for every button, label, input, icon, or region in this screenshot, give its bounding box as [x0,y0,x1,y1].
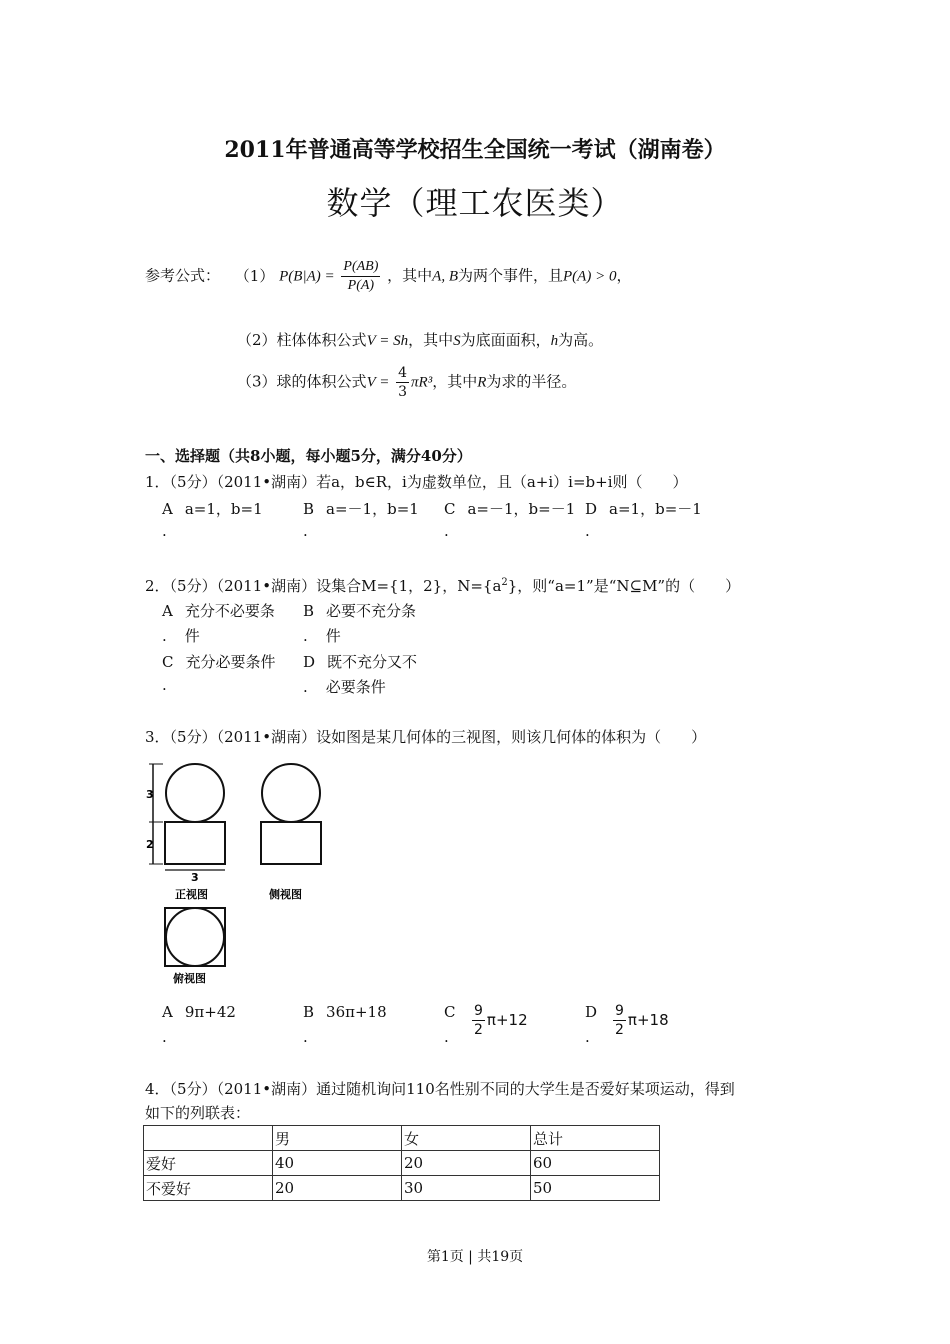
option-letter: D [303,653,316,671]
q3-option-d-expr [611,1002,669,1039]
side-view-circle [262,764,320,822]
option-text-line2: 件 [325,627,341,645]
option-letter: D [585,1003,598,1021]
option-letter: C [444,500,456,518]
table-cell: 40 [273,1151,402,1176]
exam-subtitle: 数学（理工农医类） [326,184,624,222]
q3-option-c-expr [470,1002,528,1039]
option-dot: . [585,522,590,540]
table-cell: 女 [402,1126,531,1151]
formula-1-numerator: P(AB) [341,258,380,277]
option-dot: . [162,522,167,540]
q3-option-a[interactable] [162,1003,236,1021]
q2-option-c[interactable] [162,651,276,672]
option-dot: . [444,1028,449,1046]
formula-1-mid: ，其中 [387,266,433,285]
option-fraction [613,1002,626,1039]
option-letter: C [444,1003,456,1021]
formula-label: 参考公式： [145,266,221,285]
formula-2-end: 为高。 [558,331,604,349]
option-dot: . [162,676,167,694]
formula-3-lhs: V = [366,374,390,391]
option-text: 36π+18 [326,1003,387,1021]
table-cell: 爱好 [144,1151,273,1176]
dim-label-top: 3 [146,788,154,801]
formula-2-number: （2） [237,331,277,349]
option-text: a=－1，b=1 [326,500,419,518]
q2-option-d[interactable] [303,651,417,672]
q2-stem-superscript: 2 [501,577,508,588]
formula-2-pre: 柱体体积公式 [276,331,367,349]
formula-1-vars: A, B [432,268,458,285]
formula-3-pre: 球的体积公式 [276,372,367,391]
q1-option-c[interactable] [444,498,575,519]
table-cell: 男 [273,1126,402,1151]
option-fraction [472,1002,485,1039]
table-cell: 不爱好 [144,1176,273,1201]
formula-3 [237,364,576,401]
table-cell [144,1126,273,1151]
formula-2 [237,329,603,350]
formula-3-number: （3） [237,372,277,391]
q2-option-b[interactable] [303,600,416,621]
option-text-line1: 充分不必要条 [184,602,275,620]
formula-3-var: R [477,374,487,391]
formula-1-condition: P(A) > 0 [563,268,617,285]
q1-option-a[interactable] [162,498,263,519]
table-cell: 20 [273,1176,402,1201]
top-view-circle [166,908,224,966]
formula-3-mid: ，其中 [432,372,478,391]
contingency-table [143,1125,660,1201]
q2-option-b-line2: . 件 [303,627,341,645]
fraction-numerator: 9 [474,1003,483,1019]
option-letter: D [585,500,598,518]
table-cell: 60 [531,1151,660,1176]
option-text-line1: 充分必要条件 [185,653,276,671]
section-heading: 一、选择题（共8小题，每小题5分，满分40分） [145,447,472,465]
table-header-row [144,1126,660,1151]
q2-option-a-line2: . 件 [162,627,200,645]
question-4-stem-line2: 如下的列联表： [145,1104,251,1122]
dim-label-mid: 2 [146,838,154,851]
option-text: a=－1，b=－1 [467,500,576,518]
table-cell: 20 [402,1151,531,1176]
option-dot: . [303,1028,308,1046]
option-text: a=1，b=1 [184,500,263,518]
fraction-denominator: 2 [474,1022,483,1038]
front-view-circle [166,764,224,822]
option-text: 9π+42 [184,1003,236,1021]
front-view-label: 正视图 [175,888,208,901]
formula-3-end: 为求的半径。 [486,372,577,391]
q2-option-d-line2: . 必要条件 [303,678,386,696]
formula-3-numerator: 4 [398,365,408,381]
formula-1-lhs: P(B|A) = [279,268,335,285]
table-row [144,1176,660,1201]
fraction-denominator: 2 [615,1022,624,1038]
formula-2-mid2: 为底面面积， [460,331,551,349]
formula-3-denominator: 3 [398,384,408,400]
option-dot: . [585,1028,590,1046]
q2-stem-post: }，则“a=1”是“N⊆M”的（ ） [507,577,741,595]
formula-2-var2: h [550,333,559,349]
formula-3-fraction [396,364,409,401]
formula-1 [145,258,631,295]
option-text-line1: 既不充分又不 [327,653,418,671]
option-text-line1: 必要不充分条 [326,602,417,620]
q1-option-b[interactable] [303,498,419,519]
q3-option-c[interactable] [444,1003,455,1021]
option-letter: B [303,602,315,620]
formula-1-tail: 为两个事件，且 [458,266,564,285]
top-view-label: 俯视图 [173,972,206,985]
three-view-figure [143,758,343,988]
table-row [144,1151,660,1176]
option-letter: A [162,602,173,620]
option-text-line2: 件 [184,627,200,645]
question-4-stem-line1: 4．（5分）（2011•湖南）通过随机询问110名性别不同的大学生是否爱好某项运动，得到 [145,1080,735,1098]
side-view-label: 侧视图 [269,888,302,901]
q2-option-a[interactable] [162,600,275,621]
question-1-stem: 1．（5分）（2011•湖南）若a，b∈R，i为虚数单位，且（a+i）i=b+i则（ ） [145,473,688,491]
formula-1-number: （1） [234,266,275,285]
option-dot: . [162,1028,167,1046]
formula-1-denominator: P(A) [347,278,375,293]
exam-title: 2011年普通高等学校招生全国统一考试（湖南卷） [224,137,726,163]
formula-3-rhs: πR³ [411,374,433,391]
fraction-numerator: 9 [615,1003,624,1019]
formula-2-var1: S [453,333,461,349]
option-text: a=1，b=－1 [609,500,702,518]
option-text: π+18 [627,1011,669,1029]
formula-2-equation: V = Sh [366,333,409,349]
option-letter: B [303,500,315,518]
dim-label-bottom: 3 [191,871,199,884]
table-cell: 30 [402,1176,531,1201]
q3-option-d[interactable] [585,1003,597,1021]
option-dot: . [444,522,449,540]
option-letter: A [162,500,173,518]
option-letter: C [162,653,174,671]
option-text: π+12 [486,1011,528,1029]
table-cell: 总计 [531,1126,660,1151]
formula-2-mid1: ，其中 [408,331,454,349]
page-footer: 第1页 | 共19页 [426,1249,524,1265]
formula-1-fraction [341,258,380,295]
table-cell: 50 [531,1176,660,1201]
q1-option-d[interactable] [585,498,702,519]
option-letter: A [162,1003,173,1021]
option-letter: B [303,1003,315,1021]
question-2-stem [145,575,740,596]
option-dot: . [303,522,308,540]
formula-1-end: ， [616,266,632,285]
q3-option-b[interactable] [303,1003,387,1021]
side-view-rectangle [261,822,321,864]
question-3-stem: 3．（5分）（2011•湖南）设如图是某几何体的三视图，则该几何体的体积为（ ） [145,728,707,746]
q2-stem-pre: 2．（5分）（2011•湖南）设集合M={1，2}，N={a [145,577,502,595]
front-view-rectangle [165,822,225,864]
option-text-line2: 必要条件 [325,678,386,696]
